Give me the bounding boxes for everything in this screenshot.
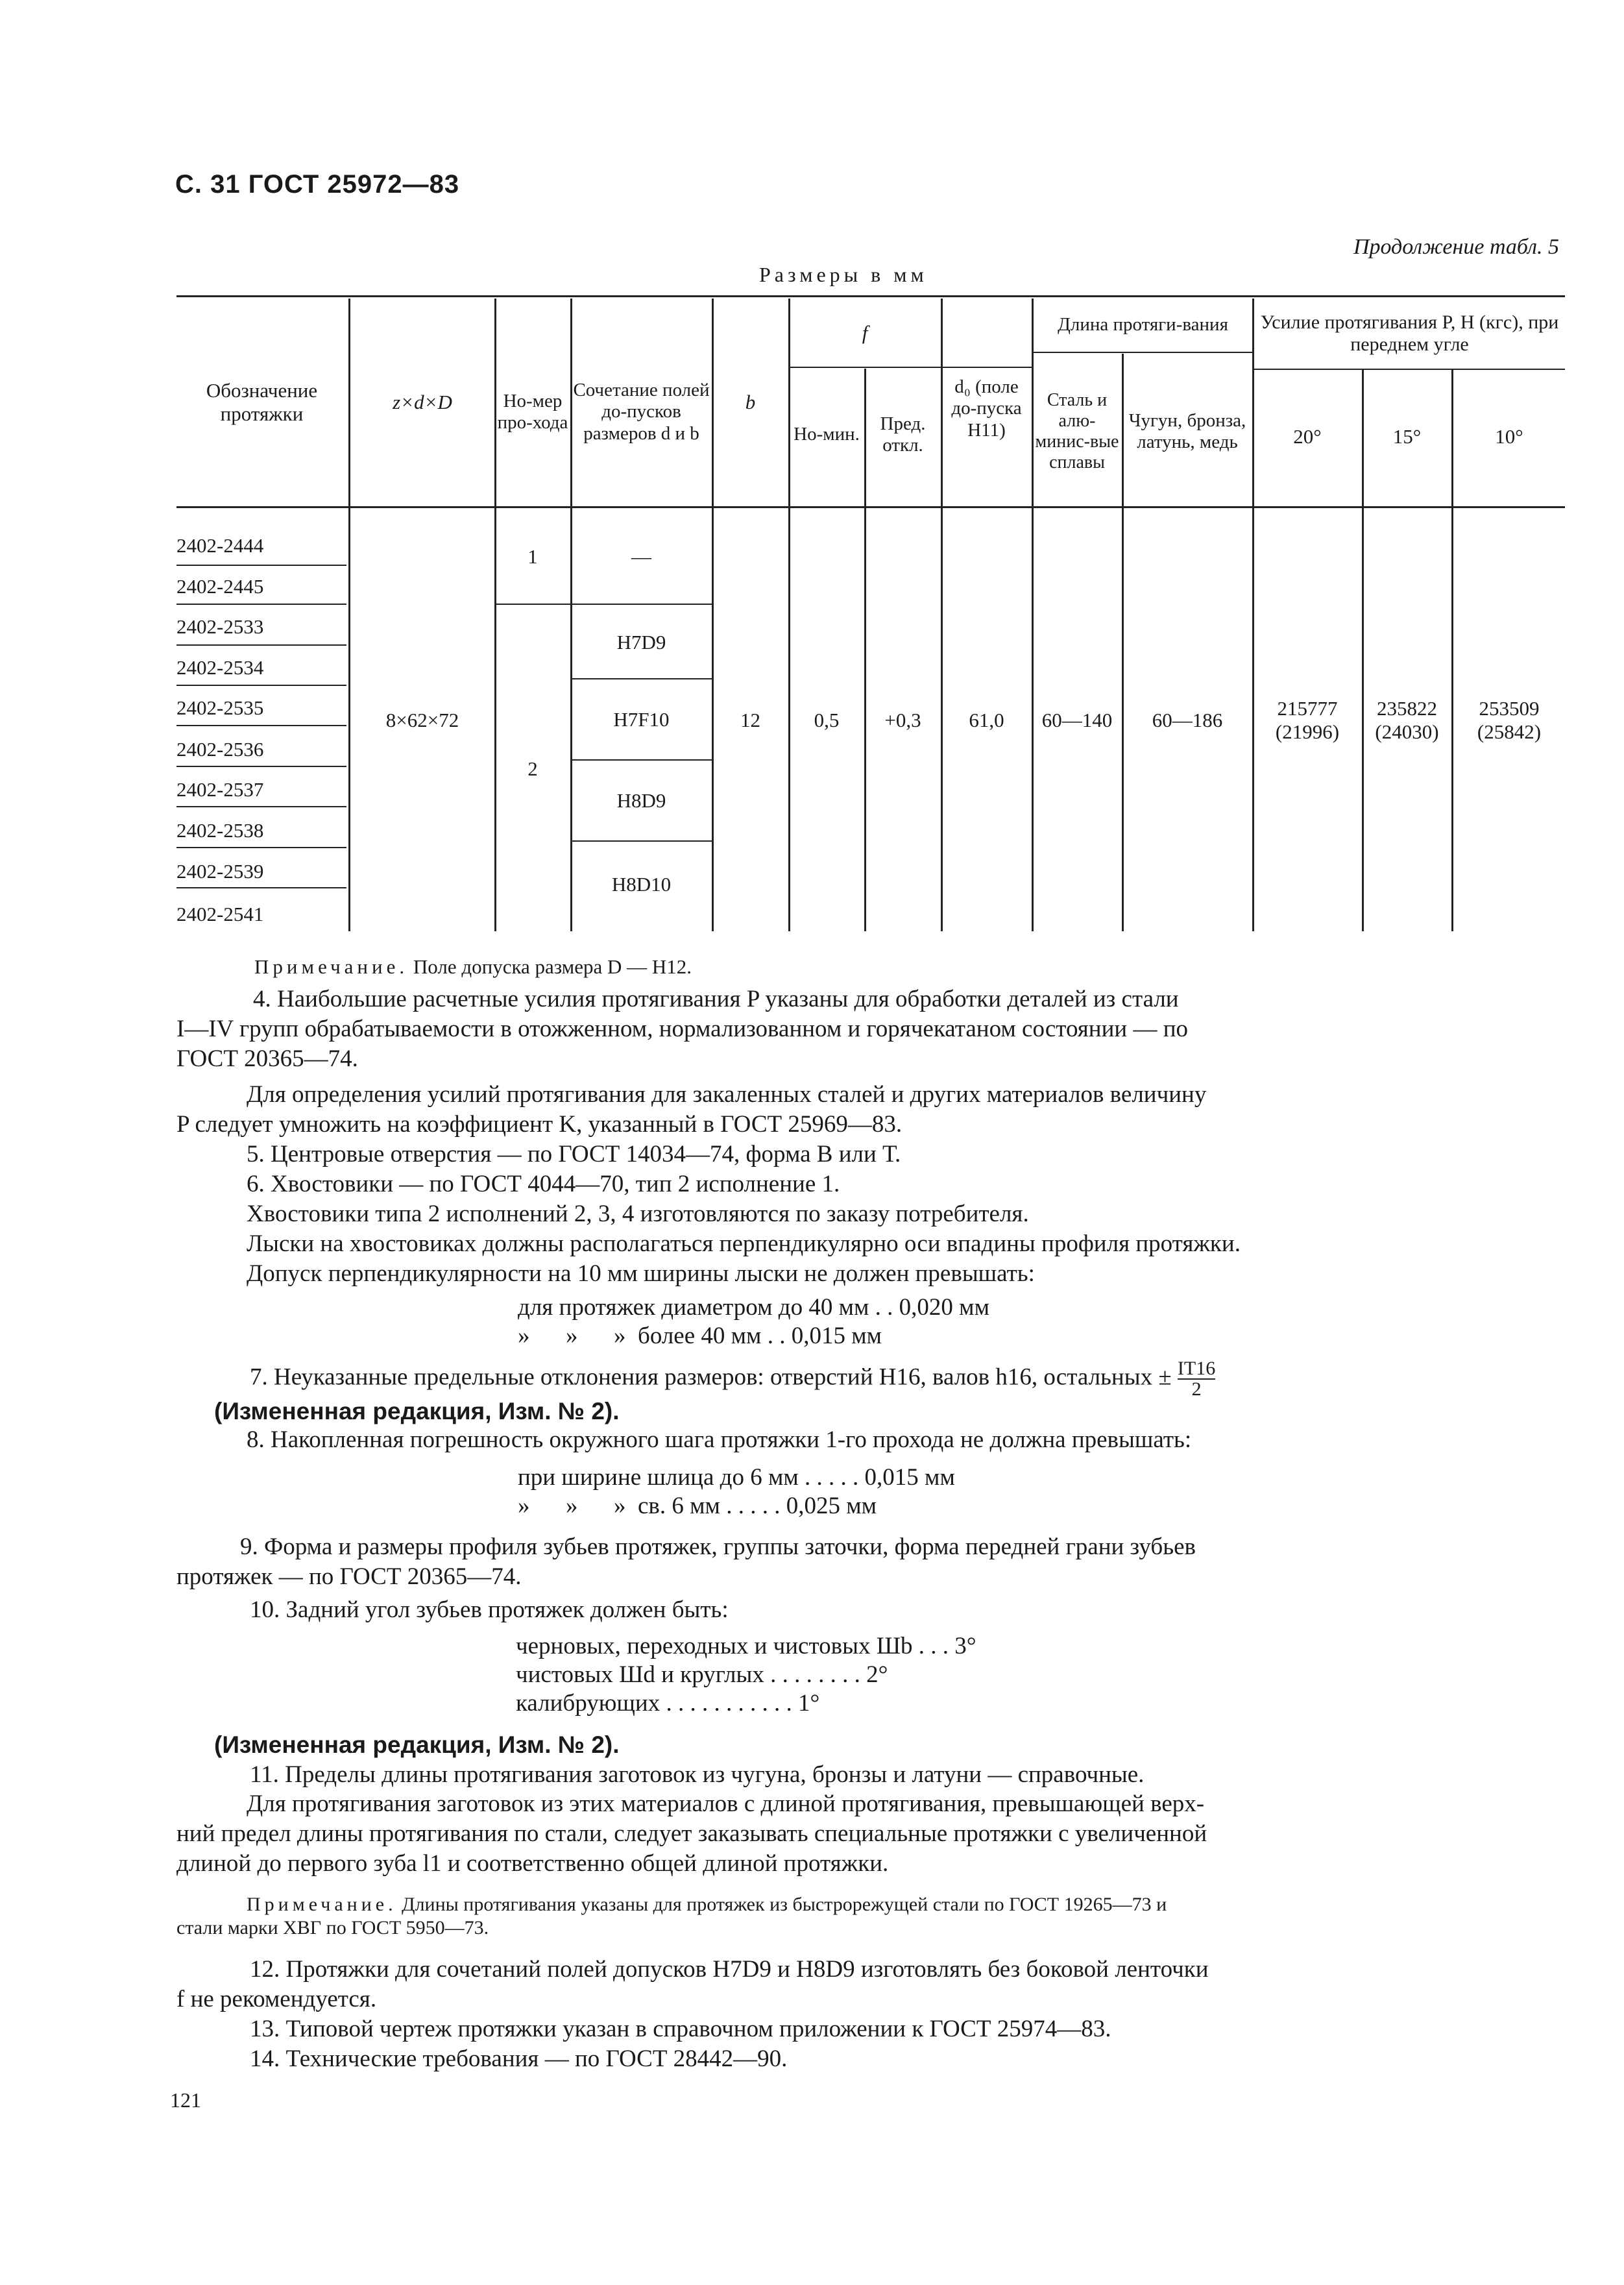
changed-note: (Измененная редакция, Изм. № 2). (214, 1398, 620, 1424)
col-header-angle-10: 10° (1495, 425, 1523, 448)
col-header-tolerance-combo: Сочетание полей до-пусков размеров d и b (573, 379, 710, 444)
paragraph: 10. Задний угол зубьев протяжек должен быть: (250, 1596, 729, 1623)
changed-note: (Измененная редакция, Изм. № 2). (214, 1731, 620, 1758)
p7-num: IT16 (1177, 1358, 1216, 1379)
angle-line: чистовых Шd и круглых . . . . . . . . 2° (516, 1661, 888, 1688)
cell-f-nom: 0,5 (814, 709, 840, 732)
p7-den: 2 (1191, 1378, 1202, 1400)
force-10-n: 253509 (1479, 697, 1540, 720)
paragraph: длиной до первого зуба l1 и соответственно общей длиной протяжки. (176, 1850, 889, 1877)
row-code: 2402-2539 (176, 860, 264, 883)
paragraph: 4. Наибольшие расчетные усилия протягивания P указаны для обработки деталей из стали (253, 986, 1179, 1012)
paragraph: 6. Хвостовики — по ГОСТ 4044—70, тип 2 исполнение 1. (247, 1171, 840, 1197)
paragraph: Допуск перпендикулярности на 10 мм ширины лыски не должен превышать: (247, 1260, 1035, 1287)
tolerance-line: » » » более 40 мм . . 0,015 мм (518, 1323, 882, 1349)
cell-tolerance: H7D9 (616, 631, 666, 654)
col-header-pass-no: Но-мер про-хода (497, 390, 568, 433)
cell-d0: 61,0 (969, 709, 1004, 732)
force-20-kgs: (21996) (1275, 720, 1340, 743)
paragraph: Лыски на хвостовиках должны располагаться перпендикулярно оси впадины профиля протяжки. (247, 1230, 1241, 1257)
page-header: С. 31 ГОСТ 25972—83 (175, 170, 460, 199)
paragraph: ГОСТ 20365—74. (176, 1045, 358, 1072)
paragraph: 13. Типовой чертеж протяжки указан в справочном приложении к ГОСТ 25974—83. (250, 2016, 1111, 2042)
table-note-label: Примечание. (254, 955, 409, 978)
cell-pass-1: 1 (527, 544, 538, 568)
col-header-designation: Обозначение протяжки (206, 379, 318, 425)
col-header-b: b (745, 391, 756, 414)
cell-force-10 (1453, 509, 1565, 931)
paragraph: протяжек — по ГОСТ 20365—74. (176, 1563, 522, 1590)
paragraph: 14. Технические требования — по ГОСТ 28442—90. (250, 2046, 788, 2072)
cell-b: 12 (740, 709, 760, 732)
units-label: Размеры в мм (759, 263, 928, 286)
row-code: 2402-2445 (176, 575, 264, 598)
col-header-length-steel: Сталь и алю-минис-вые сплавы (1035, 389, 1119, 473)
paragraph: Хвостовики типа 2 исполнений 2, 3, 4 изготовляются по заказу потребителя. (247, 1201, 1029, 1227)
cell-f-dev: +0,3 (884, 709, 921, 732)
col-header-d0: d₀ (поле до-пуска H11) (951, 376, 1022, 441)
cell-tolerance: H8D9 (616, 789, 666, 813)
force-10-kgs: (25842) (1477, 720, 1542, 743)
paragraph: 12. Протяжки для сочетаний полей допусков H7D9 и H8D9 изготовлять без боковой ленточки (250, 1956, 1209, 1983)
angle-line: калибрующих . . . . . . . . . . . 1° (516, 1690, 820, 1717)
p7-fraction (1178, 1359, 1215, 1399)
row-code: 2402-2444 (176, 534, 264, 557)
cell-pass-2: 2 (527, 757, 538, 781)
row-code: 2402-2541 (176, 903, 264, 925)
paragraph: Для протягивания заготовок из этих материалов с длиной протягивания, превышающей верх- (247, 1790, 1205, 1817)
paragraph: f не рекомендуется. (176, 1986, 377, 2012)
cell-tolerance-dash: — (631, 544, 651, 568)
p7-text: 7. Неуказанные предельные отклонения размеров: отверстий H16, валов h16, остальных ± (250, 1363, 1172, 1391)
row-code: 2402-2537 (176, 778, 264, 801)
paragraph: 11. Пределы длины протягивания заготовок из чугуна, бронзы и латуни — справочные. (250, 1761, 1145, 1788)
paragraph: P следует умножить на коэффициент K, указанный в ГОСТ 25969—83. (176, 1111, 903, 1138)
tolerance-line: при ширине шлица до 6 мм . . . . . 0,015 мм (518, 1464, 955, 1491)
note-2-cont: стали марки ХВГ по ГОСТ 5950—73. (176, 1917, 489, 1938)
paragraph: I—IV групп обрабатываемости в отожженном, нормализованном и горячекатаном состоянии — по (176, 1016, 1189, 1042)
tolerance-line: для протяжек диаметром до 40 мм . . 0,020 мм (518, 1294, 989, 1321)
paragraph-7 (250, 1359, 1215, 1399)
col-header-angle-15: 15° (1392, 425, 1422, 448)
tolerance-line: » » » св. 6 мм . . . . . 0,025 мм (518, 1493, 877, 1519)
note-2-text: Длины протягивания указаны для протяжек из быстрорежущей стали по ГОСТ 19265—73 и (402, 1894, 1167, 1915)
col-header-length-cast: Чугун, бронза, латунь, медь (1128, 409, 1246, 452)
table-note (254, 955, 692, 979)
angle-line: черновых, переходных и чистовых Шb . . . 3° (516, 1633, 976, 1659)
cell-length-steel: 60—140 (1041, 709, 1113, 732)
row-code: 2402-2538 (176, 819, 264, 842)
broach-table (176, 289, 1565, 931)
cell-tolerance: H7F10 (613, 708, 670, 731)
col-header-angle-20: 20° (1293, 425, 1322, 448)
row-code: 2402-2535 (176, 696, 264, 719)
col-header-f-nom: Но-мин. (794, 424, 860, 445)
cell-force-15 (1364, 509, 1450, 931)
paragraph: Для определения усилий протягивания для закаленных сталей и других материалов величину (247, 1081, 1207, 1108)
cell-tolerance: H8D10 (611, 873, 672, 896)
force-15-n: 235822 (1377, 697, 1437, 720)
row-code: 2402-2533 (176, 615, 264, 638)
paragraph: ний предел длины протягивания по стали, следует заказывать специальные протяжки с увеличенной (176, 1820, 1207, 1847)
paragraph: 8. Накопленная погрешность окружного шага протяжки 1-го прохода не должна превышать: (247, 1426, 1192, 1453)
row-code: 2402-2534 (176, 656, 264, 679)
cell-zdD: 8×62×72 (385, 709, 459, 732)
paragraph: 9. Форма и размеры профиля зубьев протяжек, группы заточки, форма передней грани зубьев (240, 1534, 1196, 1560)
col-header-f-dev: Пред. откл. (880, 413, 926, 456)
force-15-kgs: (24030) (1375, 720, 1439, 743)
cell-length-cast: 60—186 (1152, 709, 1223, 732)
col-header-zdD: z×d×D (393, 391, 452, 414)
force-20-n: 215777 (1277, 697, 1338, 720)
col-header-f: f (862, 321, 868, 344)
table-note-text: Поле допуска размера D — H12. (413, 955, 692, 978)
note-2-label: Примечание. (247, 1894, 397, 1915)
paragraph: 5. Центровые отверстия — по ГОСТ 14034—74, форма В или Т. (247, 1141, 901, 1167)
page-number: 121 (170, 2088, 201, 2112)
cell-force-20 (1254, 509, 1361, 931)
row-code: 2402-2536 (176, 738, 264, 761)
col-header-length-group: Длина протяги-вания (1058, 314, 1228, 336)
col-header-force-group: Усилие протягивания P, Н (кгс), при переднем угле (1260, 311, 1559, 355)
table-continuation-label: Продолжение табл. 5 (1353, 235, 1559, 259)
